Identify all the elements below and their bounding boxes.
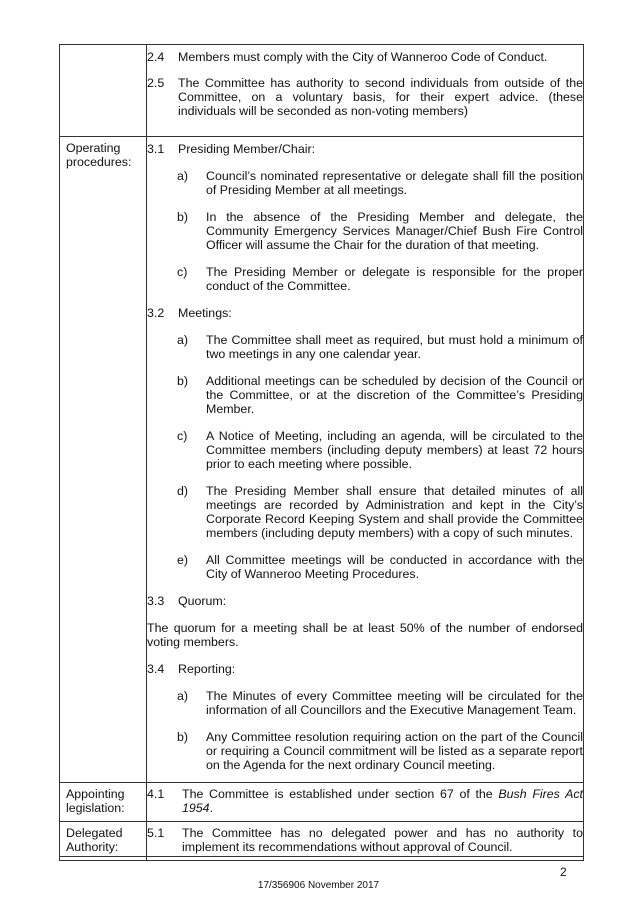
row-content — [147, 783, 584, 822]
clause-3-2: 3.2 Meetings: — [147, 306, 232, 320]
clause-2-5: 2.5 The Committee has authority to second individuals from outside of the Committee, on a voluntary basis, for their expert advice. (these individuals will be seconded as non-voting members) — [147, 76, 583, 118]
list-item: a) The Committee shall meet as required, but must hold a minimum of two meetings in any one calendar year. — [177, 333, 583, 361]
list-item: a) The Minutes of every Committee meeting will be circulated for the information of all Councillors and the Executive Management Team. — [177, 689, 583, 717]
terms-of-reference-table — [59, 44, 584, 861]
row-label: Operating procedures: — [60, 137, 147, 783]
row-content — [147, 45, 584, 137]
table-row — [60, 783, 584, 822]
row-label: Appointing legislation: — [60, 783, 147, 822]
quorum-text: The quorum for a meeting shall be at least 50% of the number of endorsed voting members. — [147, 621, 583, 649]
clause-3-4: 3.4 Reporting: — [147, 662, 236, 676]
clause-3-3: 3.3 Quorum: — [147, 594, 227, 608]
list-item: c) The Presiding Member or delegate is responsible for the proper conduct of the Committee. — [177, 265, 583, 293]
list-item: e) All Committee meetings will be conducted in accordance with the City of Wanneroo Meeting Procedures. — [177, 553, 583, 581]
row-content — [147, 822, 584, 861]
list-item: b) In the absence of the Presiding Member and delegate, the Community Emergency Services Manager/Chief Bush Fire Control Officer will assume the Chair for the duration of that meeting. — [177, 210, 583, 252]
list-item: a) Council’s nominated representative or delegate shall fill the position of Presiding Member at all meetings. — [177, 169, 583, 197]
clause-5-1: 5.1 The Committee has no delegated power and has no authority to implement its recommendations without approval of Council. — [147, 826, 583, 854]
list-item: c) A Notice of Meeting, including an agenda, will be circulated to the Committee members (including deputy members) at least 72 hours prior to each meeting where possible. — [177, 429, 583, 471]
page-number: 2 — [560, 865, 567, 879]
footer-divider — [59, 856, 584, 857]
list-item: b) Any Committee resolution requiring action on the part of the Council or requiring a Council commitment will be listed as a separate report on the Agenda for the next ordinary Council meeting. — [177, 730, 583, 772]
table-row — [60, 45, 584, 137]
clause-2-4: 2.4 Members must comply with the City of Wanneroo Code of Conduct. — [147, 50, 548, 64]
act-title: Bush Fires Act 1954 — [182, 787, 583, 815]
clause-4-1: 4.1 The Committee is established under section 67 of the Bush Fires Act 1954. — [147, 787, 583, 815]
row-content — [147, 137, 584, 783]
table-row — [60, 137, 584, 783]
list-item: d) The Presiding Member shall ensure that detailed minutes of all meetings are recorded by Administration and kept in the City’s Corporate Record Keeping System and shall provide the Committee members (including deputy members) with a copy of such minutes. — [177, 484, 583, 540]
clause-3-1: 3.1 Presiding Member/Chair: — [147, 142, 316, 156]
document-reference: 17/356906 November 2017 — [257, 880, 380, 891]
row-label-empty — [60, 45, 147, 137]
row-label: Delegated Authority: — [60, 822, 147, 861]
table-row — [60, 822, 584, 861]
list-item: b) Additional meetings can be scheduled by decision of the Council or the Committee, or at the discretion of the Committee’s Presiding Member. — [177, 374, 583, 416]
